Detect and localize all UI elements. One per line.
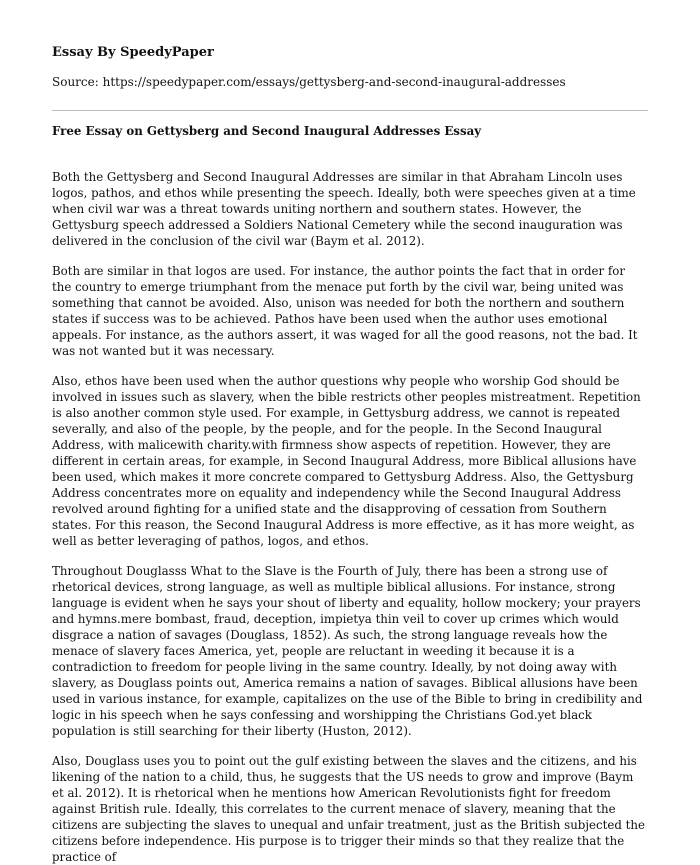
essay-title: Free Essay on Gettysberg and Second Inaugural Addresses Essay <box>52 124 482 138</box>
essay-paragraph-1: Both the Gettysberg and Second Inaugural Addresses are similar in that Abraham Lincoln uses logos, pathos, and ethos while presenting the speech. Ideally, both were speeches given at a time when civil war was a threat towards uniting northern and southern states. However, the Gettysburg speech addressed a Soldiers National Cemetery while the second inauguration was delivered in the conclusion of the civil war (Baym et al. 2012). <box>52 170 636 248</box>
essay-paragraph-5: Also, Douglass uses you to point out the gulf existing between the slaves and the citizens, and his likening of the nation to a child, thus, he suggests that the US needs to grow and improve (Baym et al. 2012). It is rhetorical when he mentions how American Revolutionists fight for freedom against British rule. Ideally, this correlates to the current menace of slavery, meaning that the citizens are subjecting the slaves to unequal and unfair treatment, just as the British subjected the citizens before independence. His purpose is to trigger their minds so that they realize that the practice of <box>52 754 645 864</box>
essay-paragraph-3: Also, ethos have been used when the author questions why people who worship God should be involved in issues such as slavery, when the bible restricts other peoples mistreatment. Repetition is also another common style used. For example, in Gettysburg address, we cannot is repeated severally, and also of the people, by the people, and for the people. In the Second Inaugural Address, with malicewith charity.with firmness show aspects of repetition. However, they are different in certain areas, for example, in Second Inaugural Address, more Biblical allusions have been used, which makes it more concrete compared to Gettysburg Address. Also, the Gettysburg Address concentrates more on equality and independency while the Second Inaugural Address revolved around fighting for a unified state and the disapproving of cessation from Southern states. For this reason, the Second Inaugural Address is more effective, as it has more weight, as well as better leveraging of pathos, logos, and ethos. <box>52 374 641 548</box>
source-line: Source: https://speedypaper.com/essays/gettysberg-and-second-inaugural-addresses <box>52 75 566 89</box>
essay-paragraph-2: Both are similar in that logos are used. For instance, the author points the fact that in order for the country to emerge triumphant from the menace put forth by the civil war, being united was something that cannot be avoided. Also, unison was needed for both the northern and southern states if success was to be achieved. Pathos have been used when the author uses emotional appeals. For instance, as the authors assert, it was waged for all the good reasons, not the bad. It was not wanted but it was necessary. <box>52 264 638 358</box>
document-header-title: Essay By SpeedyPaper <box>52 45 214 60</box>
essay-paragraph-4: Throughout Douglasss What to the Slave is the Fourth of July, there has been a strong use of rhetorical devices, strong language, as well as multiple biblical allusions. For instance, strong language is evident when he says your shout of liberty and equality, hollow mockery; your prayers and hymns.mere bombast, fraud, deception, impietya thin veil to cover up crimes which would disgrace a nation of savages (Douglass, 1852). As such, the strong language reveals how the menace of slavery faces America, yet, people are reluctant in weeding it because it is a contradiction to freedom for people living in the same country. Ideally, by not doing away with slavery, as Douglass points out, America remains a nation of savages. Biblical allusions have been used in various instance, for example, capitalizes on the use of the Bible to bring in credibility and logic in his speech when he says confessing and worshipping the Christians God.yet black population is still searching for their liberty (Huston, 2012). <box>52 564 643 738</box>
header-divider <box>52 110 648 111</box>
